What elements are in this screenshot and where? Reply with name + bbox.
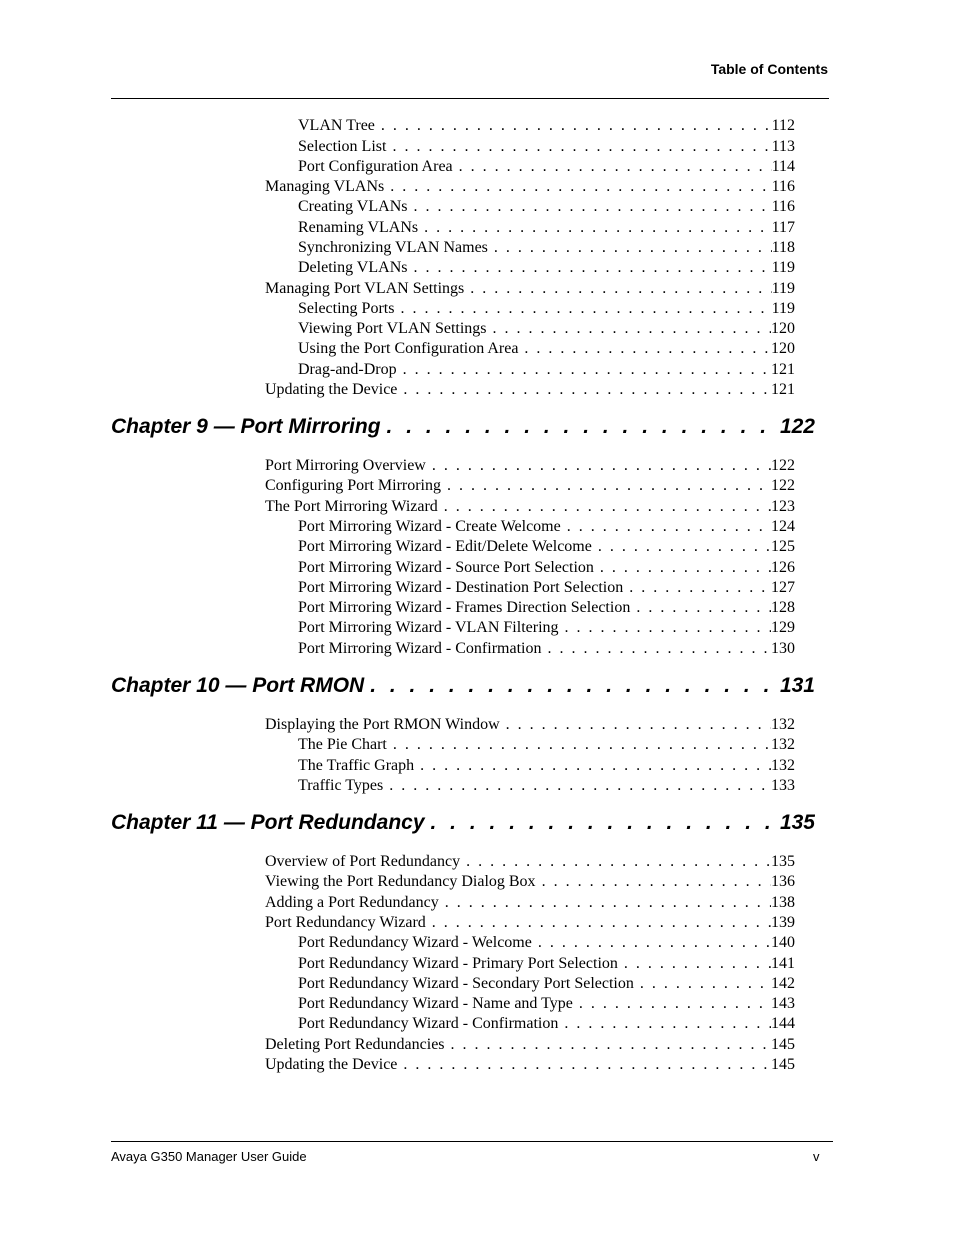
footer-page-number: v [813, 1149, 820, 1164]
leader-dots [413, 258, 771, 278]
toc-entry-page: 127 [771, 579, 795, 596]
toc-entry-title: Viewing Port VLAN Settings [298, 320, 487, 337]
toc-entry-page: 136 [771, 873, 795, 890]
leader-dots [393, 735, 771, 755]
footer-rule [111, 1141, 833, 1142]
leader-dots [381, 116, 772, 136]
leader-dots [567, 517, 771, 537]
toc-entry-page: 122 [771, 457, 795, 474]
chapter-heading[interactable] [111, 672, 815, 700]
toc-entry[interactable] [265, 279, 795, 299]
footer-document-title: Avaya G350 Manager User Guide [111, 1149, 307, 1164]
leader-dots [451, 1035, 771, 1055]
toc-entry[interactable] [298, 197, 795, 217]
toc-entry[interactable] [265, 852, 795, 872]
toc-entry[interactable] [265, 476, 795, 496]
leader-dots [444, 497, 771, 517]
leader-dots [459, 157, 772, 177]
toc-entry-title: Managing Port VLAN Settings [265, 280, 465, 297]
toc-entry[interactable] [298, 360, 795, 380]
toc-entry-page: 130 [771, 640, 795, 657]
leader-dots [403, 380, 771, 400]
toc-entry-title: Drag-and-Drop [298, 361, 397, 378]
toc-entry[interactable] [265, 715, 795, 735]
toc-entry-page: 119 [771, 300, 795, 317]
toc-entry-page: 114 [771, 158, 795, 175]
leader-dots [390, 177, 771, 197]
toc-entry-title: Port Mirroring Overview [265, 457, 426, 474]
toc-entry-page: 123 [771, 498, 795, 515]
toc-entry-page: 121 [771, 381, 795, 398]
toc-entry[interactable] [265, 913, 795, 933]
toc-entry-page: 145 [771, 1036, 795, 1053]
leader-dots [432, 456, 771, 476]
toc-entry-page: 129 [771, 619, 795, 636]
toc-entry[interactable] [265, 1055, 795, 1075]
toc-entry[interactable] [298, 137, 795, 157]
toc-entry[interactable] [298, 618, 795, 638]
toc-entry[interactable] [298, 578, 795, 598]
leader-dots [392, 137, 771, 157]
toc-entry[interactable] [298, 994, 795, 1014]
toc-entry[interactable] [298, 756, 795, 776]
toc-entry-page: 116 [771, 198, 795, 215]
toc-entry[interactable] [298, 974, 795, 994]
toc-entry-title: Displaying the Port RMON Window [265, 716, 500, 733]
leader-dots [636, 598, 771, 618]
toc-entry-page: 142 [771, 975, 795, 992]
chapter-title: Chapter 10 — Port RMON [111, 674, 365, 697]
toc-entry-page: 119 [771, 259, 795, 276]
leader-dots [598, 537, 771, 557]
header-rule [111, 98, 829, 99]
toc-entry-page: 120 [771, 320, 795, 337]
toc-entry-page: 124 [771, 518, 795, 535]
toc-entry[interactable] [298, 238, 795, 258]
toc-entry-page: 125 [771, 538, 795, 555]
toc-entry-page: 120 [771, 340, 795, 357]
toc-entry-title: Updating the Device [265, 381, 398, 398]
leader-dots [564, 1014, 771, 1034]
running-header-title: Table of Contents [710, 61, 828, 77]
toc-entry-page: 138 [771, 894, 795, 911]
toc-entry-title: Deleting VLANs [298, 259, 408, 276]
leader-dots [470, 279, 771, 299]
leader-dots [400, 299, 771, 319]
toc-entry-page: 112 [771, 117, 795, 134]
toc-entry-title: Deleting Port Redundancies [265, 1036, 445, 1053]
toc-entry-title: Creating VLANs [298, 198, 408, 215]
leader-dots [420, 756, 771, 776]
chapter-page: 135 [779, 811, 815, 834]
toc-entry-page: 128 [771, 599, 795, 616]
leader-dots [370, 672, 776, 700]
toc-entry-title: Viewing the Port Redundancy Dialog Box [265, 873, 536, 890]
leader-dots [542, 872, 771, 892]
leader-dots [431, 809, 776, 837]
toc-entry-title: Port Redundancy Wizard - Welcome [298, 934, 532, 951]
leader-dots [579, 994, 771, 1014]
toc-entry-page: 132 [771, 736, 795, 753]
toc-entry-title: Port Mirroring Wizard - Source Port Selection [298, 559, 594, 576]
toc-entry-page: 118 [771, 239, 795, 256]
leader-dots [466, 852, 771, 872]
toc-entry-page: 117 [771, 219, 795, 236]
toc-entry-title: VLAN Tree [298, 117, 375, 134]
chapter-heading[interactable] [111, 809, 815, 837]
leader-dots [403, 360, 771, 380]
leader-dots [640, 974, 771, 994]
toc-entry-page: 145 [771, 1056, 795, 1073]
toc-entry[interactable] [298, 776, 795, 796]
toc-entry[interactable] [298, 258, 795, 278]
leader-dots [432, 913, 771, 933]
leader-dots [387, 413, 776, 441]
leader-dots [600, 558, 771, 578]
toc-entry-title: Port Mirroring Wizard - Frames Direction Selection [298, 599, 631, 616]
toc-entry-page: 135 [771, 853, 795, 870]
toc-entry-page: 141 [771, 955, 795, 972]
leader-dots [547, 639, 771, 659]
leader-dots [413, 197, 771, 217]
toc-entry-title: Port Redundancy Wizard - Primary Port Selection [298, 955, 618, 972]
toc-entry-title: Port Redundancy Wizard - Name and Type [298, 995, 573, 1012]
toc-entry-title: Renaming VLANs [298, 219, 419, 236]
toc-entry-title: Port Redundancy Wizard [265, 914, 426, 931]
toc-entry-page: 119 [771, 280, 795, 297]
toc-entry-page: 121 [771, 361, 795, 378]
leader-dots [538, 933, 771, 953]
toc-entry-title: Selection List [298, 138, 387, 155]
leader-dots [493, 319, 771, 339]
toc-entry-title: The Traffic Graph [298, 757, 415, 774]
toc-entry[interactable] [298, 299, 795, 319]
toc-entry[interactable] [265, 1035, 795, 1055]
toc-entry[interactable] [298, 537, 795, 557]
toc-entry-title: Port Redundancy Wizard - Secondary Port Selection [298, 975, 634, 992]
leader-dots [389, 776, 771, 796]
toc-entry[interactable] [298, 598, 795, 618]
chapter-title: Chapter 11 — Port Redundancy [111, 811, 425, 834]
toc-entry[interactable] [298, 218, 795, 238]
toc-entry-title: Port Mirroring Wizard - Confirmation [298, 640, 542, 657]
toc-entry-page: 132 [771, 757, 795, 774]
leader-dots [424, 218, 771, 238]
toc-entry-title: Port Redundancy Wizard - Confirmation [298, 1015, 559, 1032]
toc-entry-title: Port Mirroring Wizard - VLAN Filtering [298, 619, 559, 636]
toc-entry-title: Port Mirroring Wizard - Edit/Delete Welcome [298, 538, 592, 555]
leader-dots [403, 1055, 771, 1075]
toc-entry-title: Overview of Port Redundancy [265, 853, 461, 870]
toc-entry[interactable] [265, 872, 795, 892]
toc-entry[interactable] [298, 735, 795, 755]
toc-entry-title: Port Mirroring Wizard - Create Welcome [298, 518, 561, 535]
toc-entry[interactable] [298, 319, 795, 339]
leader-dots [624, 954, 771, 974]
chapter-title: Chapter 9 — Port Mirroring [111, 415, 381, 438]
leader-dots [447, 476, 771, 496]
toc-entry-title: Updating the Device [265, 1056, 398, 1073]
leader-dots [494, 238, 772, 258]
leader-dots [445, 893, 771, 913]
toc-entry-page: 133 [771, 777, 795, 794]
toc-entry[interactable] [298, 339, 795, 359]
toc-entry-title: Using the Port Configuration Area [298, 340, 519, 357]
toc-entry[interactable] [298, 558, 795, 578]
toc-entry[interactable] [265, 893, 795, 913]
toc-entry[interactable] [265, 497, 795, 517]
toc-entry[interactable] [298, 639, 795, 659]
toc-entry-page: 139 [771, 914, 795, 931]
toc-entry-title: The Pie Chart [298, 736, 387, 753]
toc-entry[interactable] [298, 933, 795, 953]
toc-entry-title: Port Configuration Area [298, 158, 453, 175]
toc-entry-title: Traffic Types [298, 777, 384, 794]
toc-entry-page: 122 [771, 477, 795, 494]
toc-entry[interactable] [298, 517, 795, 537]
toc-entry[interactable] [265, 177, 795, 197]
toc-entry[interactable] [298, 954, 795, 974]
chapter-heading[interactable] [111, 413, 815, 441]
toc-entry-page: 126 [771, 559, 795, 576]
toc-entry-page: 113 [771, 138, 795, 155]
chapter-page: 131 [779, 674, 815, 697]
leader-dots [506, 715, 771, 735]
toc-entry[interactable] [265, 380, 795, 400]
toc-entry-title: Synchronizing VLAN Names [298, 239, 488, 256]
toc-entry-title: The Port Mirroring Wizard [265, 498, 438, 515]
toc-entry-page: 144 [771, 1015, 795, 1032]
toc-entry-page: 143 [771, 995, 795, 1012]
leader-dots [629, 578, 771, 598]
toc-entry[interactable] [298, 157, 795, 177]
toc-entry-page: 140 [771, 934, 795, 951]
toc-entry[interactable] [298, 1014, 795, 1034]
toc-entry-title: Selecting Ports [298, 300, 395, 317]
chapter-page: 122 [779, 415, 815, 438]
toc-entry-title: Port Mirroring Wizard - Destination Port Selection [298, 579, 624, 596]
toc-entry[interactable] [265, 456, 795, 476]
toc-entry-page: 132 [771, 716, 795, 733]
toc-entry-title: Configuring Port Mirroring [265, 477, 441, 494]
toc-entry-title: Adding a Port Redundancy [265, 894, 439, 911]
toc-entry[interactable] [298, 116, 795, 136]
toc-entry-title: Managing VLANs [265, 178, 385, 195]
toc-entry-page: 116 [771, 178, 795, 195]
leader-dots [565, 618, 771, 638]
leader-dots [524, 339, 771, 359]
